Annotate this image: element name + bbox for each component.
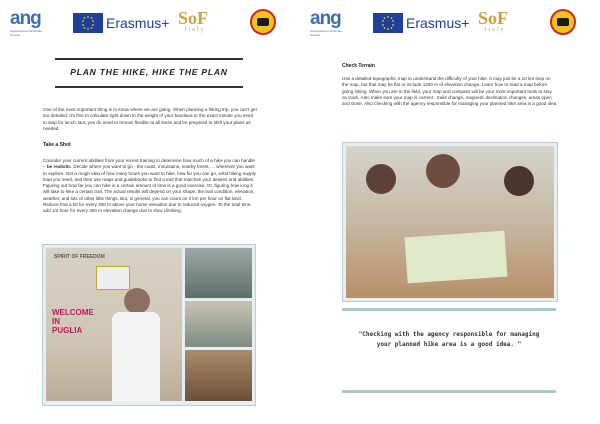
ang-logo	[310, 9, 352, 37]
logo-bar-right	[310, 9, 590, 39]
ang-logo-subtext: Associazione Nazionale Giovani	[310, 29, 342, 37]
emblem-logo	[250, 9, 278, 37]
ang-logo-subtext: Associazione Nazionale Giovani	[10, 29, 42, 37]
erasmus-logo	[73, 9, 169, 37]
intro-paragraph: One of the most important thing is to know where we are going. When planning a hiking trip, you can't get too detailed. It's fine to calculate right down to the weight of your bandana or the exact minute you need to stop for lunch. But, you do need to remain flexible at all times and be prepared to shift your plans as needed.	[43, 107, 257, 131]
erasmus-wordmark: Erasmus+	[106, 15, 170, 31]
title-rule-top	[55, 58, 243, 60]
quote-rule-top	[342, 308, 556, 311]
emblem-logo	[550, 9, 578, 37]
right-page	[300, 0, 600, 424]
sof-logo-subtext: Italy	[484, 27, 506, 33]
page-title: PLAN THE HIKE, HIKE THE PLAN	[70, 67, 228, 77]
take-a-shot-emphasis: be realistic	[46, 164, 71, 170]
sof-logo	[478, 9, 522, 37]
take-a-shot-lead: Consider your current abilities from your recent training to determine how much of a hike you can handle –	[43, 158, 255, 170]
ang-logo	[10, 9, 52, 37]
erasmus-wordmark: Erasmus+	[406, 15, 470, 31]
presenter-head	[124, 288, 150, 314]
erasmus-logo	[373, 9, 469, 37]
pull-quote	[342, 308, 556, 394]
quote-text: "Checking with the agency responsible for managing your planned hike area is a good idea. "	[358, 331, 540, 348]
photo-welcome-sign: WELCOME IN PUGLIA	[52, 308, 94, 335]
group-photo-top	[185, 248, 252, 298]
sof-logo-text: SoF	[478, 8, 509, 28]
section-heading-take-a-shot: Take a Shot	[43, 142, 71, 148]
title-block	[55, 58, 243, 86]
sof-logo-subtext: Italy	[184, 27, 206, 33]
person-head-center	[426, 154, 460, 188]
ang-logo-text: ang	[310, 8, 341, 29]
presenter-body	[112, 312, 160, 401]
eu-flag-icon	[73, 13, 103, 33]
map-reading-photo	[342, 142, 558, 302]
photo-banner-text: SPIRIT OF FREEDOM	[54, 254, 105, 260]
photo-sof-sign	[96, 266, 130, 290]
section-heading-check-terrain: Check Terrain	[342, 63, 375, 69]
sof-logo	[178, 9, 222, 37]
eu-flag-icon	[373, 13, 403, 33]
person-head-right	[504, 166, 534, 196]
logo-bar	[10, 9, 290, 39]
group-photo-middle	[185, 301, 252, 347]
sof-logo-text: SoF	[178, 8, 209, 28]
group-photo-bottom	[185, 350, 252, 401]
topographic-map	[405, 231, 508, 284]
check-terrain-paragraph: Use a detailed topographic map to understand the difficulty of your hike. It may just be a 10 km loop on the map, but that may be flat or include 1200 m of elevation change. Learn how to read a map before going hiking. When you are in the field, your map and compass will be your most important tools to stay on track. Also make sure your map is current - trails change, magnetic declination changes, areas open and close. Also checking with the agency responsible for managing your planned hike area is a good idea.	[342, 76, 558, 107]
quote-rule-bottom	[342, 390, 556, 393]
title-rule-bottom	[55, 86, 243, 88]
ang-logo-text: ang	[10, 8, 41, 29]
take-a-shot-paragraph	[43, 158, 257, 215]
person-head-left	[366, 164, 396, 194]
presenter-photo	[46, 248, 182, 401]
map-reading-scene	[346, 146, 554, 298]
take-a-shot-rest: . Decide where you want to go - the coast, mountains, nearby forest, ... wherever you want to explore. Get a rough idea of how many hours you want to hike, how far you can go, what hiking supply load you need, and then use maps and guidebooks to find a trail that matches your desires and abilities. Figuring out how far you can hike in a certain amount of time is a good exercise. Or, figuring how long it will take to hike a certain trail. The actual results will depend on your shape, the trail condition, elevation, weather, and lots of other little things. But, in general, you can count on 3 km per hour on flat land. Reduce that a bit for every 300 m above your home elevation due to reduced oxygen. To the total time, add 1/2 hour for every 300 m elevation change due to slow climbing.	[43, 164, 256, 214]
workshop-photo-collage	[42, 244, 256, 406]
